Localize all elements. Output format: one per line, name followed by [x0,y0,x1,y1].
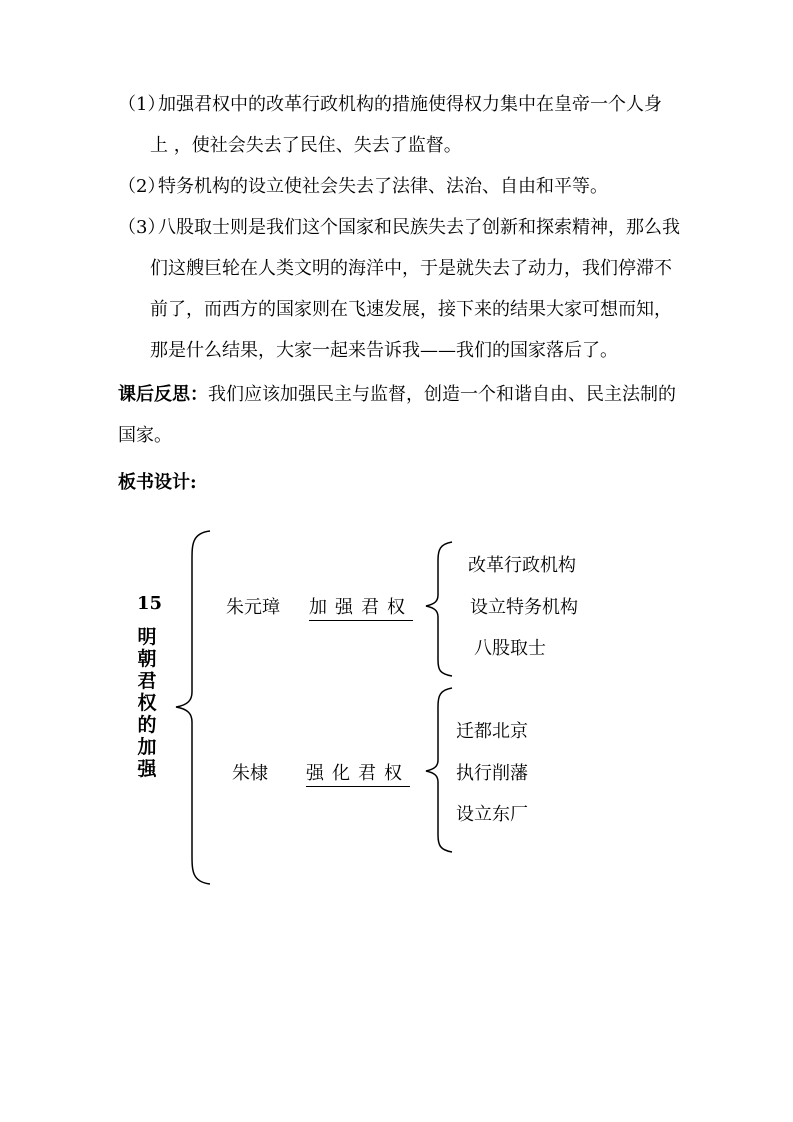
lower-brace [426,688,452,852]
emperor-zhu-di: 朱棣 [232,763,268,784]
main-brace [176,531,210,884]
title-char: 朝 [137,648,157,670]
point-number: （3） [118,217,166,238]
point-text: 特务机构的设立使社会失去了法律、法治、自由和平等。 [158,176,608,197]
measure-item: 设立东厂 [456,804,528,825]
title-char: 的 [137,714,157,736]
point-text: 八股取士则是我们这个国家和民族失去了创新和探索精神，那么我 [158,217,680,238]
point-text-cont: 前了，而西方的国家则在飞速发展，接下来的结果大家可想而知， [150,299,672,320]
reflection-text: 我们应该加强民主与监督，创造一个和谐自由、民主法制的 [208,384,676,405]
point-number: （1） [118,94,166,115]
lesson-title [136,626,158,780]
action-reinforce: 强化君权 [306,759,410,787]
measure-item: 执行削藩 [456,763,528,784]
title-char: 强 [137,758,157,780]
lesson-number: 15 [137,593,163,614]
upper-brace [426,542,452,676]
measure-item: 改革行政机构 [468,555,576,576]
reflection-label: 课后反思： [118,384,208,405]
point-number: （2） [118,176,166,197]
measure-item: 设立特务机构 [470,597,578,618]
measure-item: 八股取士 [474,638,546,659]
point-text: 加强君权中的改革行政机构的措施使得权力集中在皇帝一个人身 [158,94,662,115]
point-text-cont: 上 ，使社会失去了民住、失去了监督。 [150,135,462,156]
point-text-cont: 们这艘巨轮在人类文明的海洋中，于是就失去了动力，我们停滞不 [150,258,672,279]
title-char: 权 [137,692,157,714]
measure-item: 迁都北京 [456,721,528,742]
title-char: 加 [137,736,157,758]
point-text-cont: 那是什么结果，大家一起来告诉我——我们的国家落后了。 [150,340,618,361]
title-char: 明 [137,626,157,648]
reflection-text-cont: 国家。 [118,425,172,446]
board-heading: 板书设计: [118,472,197,493]
title-char: 君 [137,670,157,692]
emperor-zhu-yuanzhang: 朱元璋 [226,597,280,618]
action-strengthen: 加强君权 [309,593,413,621]
